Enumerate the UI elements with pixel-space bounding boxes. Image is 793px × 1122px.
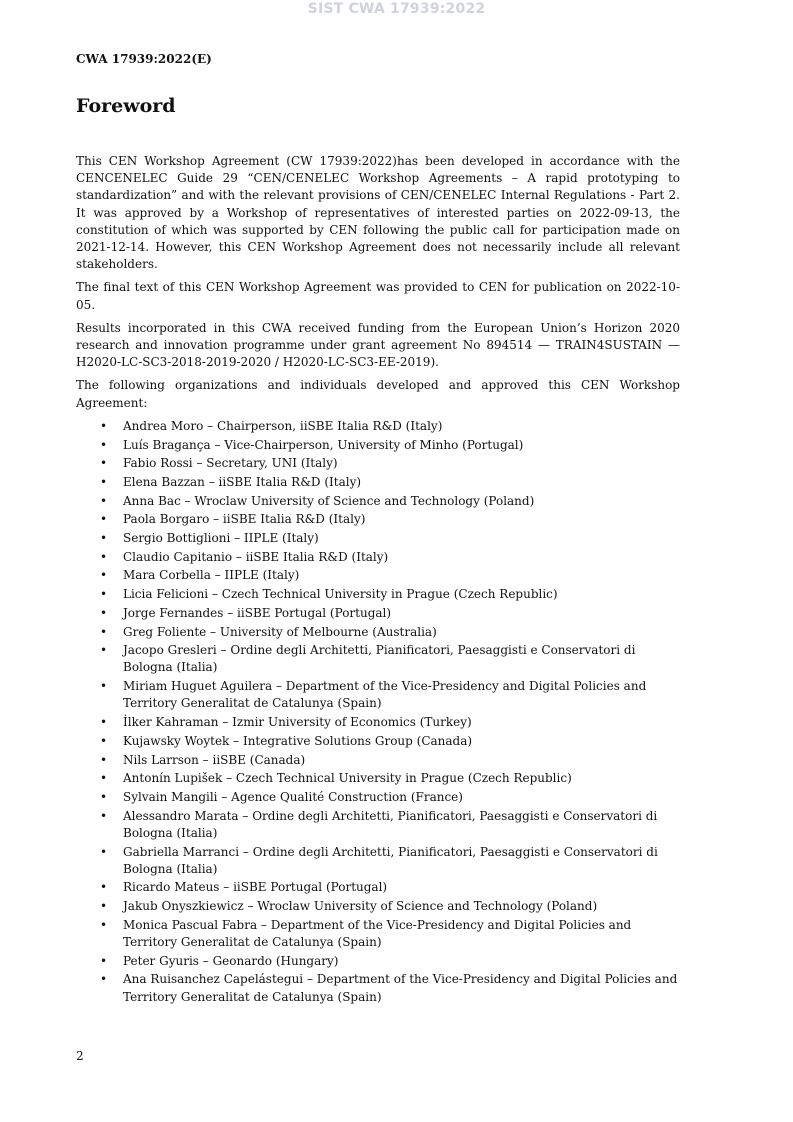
list-item bbox=[76, 493, 680, 510]
bullet-icon: • bbox=[100, 437, 108, 452]
member-text: Greg Foliente – University of Melbourne (Australia) bbox=[123, 624, 437, 639]
bullet-icon: • bbox=[100, 493, 108, 508]
bullet-icon: • bbox=[100, 624, 108, 639]
member-text: Anna Bac – Wroclaw University of Science and Technology (Poland) bbox=[123, 493, 535, 508]
member-text: Sylvain Mangili – Agence Qualité Construction (France) bbox=[123, 789, 463, 804]
list-item bbox=[76, 770, 680, 787]
list-item bbox=[76, 898, 680, 915]
bullet-icon: • bbox=[100, 844, 108, 859]
list-item bbox=[76, 844, 680, 878]
bullet-icon: • bbox=[100, 880, 108, 895]
member-text: Miriam Huguet Aguilera – Department of the Vice-Presidency and Digital Policies and Territory Generalitat de Catalunya (Spain) bbox=[123, 679, 647, 711]
member-text: Luís Bragança – Vice-Chairperson, University of Minho (Portugal) bbox=[123, 437, 524, 452]
list-item bbox=[76, 953, 680, 970]
paragraph-intro: This CEN Workshop Agreement (CW 17939:2022)has been developed in accordance with the CENCENELEC Guide 29 “CEN/CENELEC Workshop Agreements – A rapid prototyping to standardization” and with the relevant provisions of CEN/CENELEC Internal Regulations - Part 2. It was approved by a Workshop of representatives of interested parties on 2022-09-13, the constitution of which was supported by CEN following the public call for participation made on 2021-12-14. However, this CEN Workshop Agreement does not necessarily include all relevant stakeholders. bbox=[76, 154, 680, 272]
bullet-icon: • bbox=[100, 512, 108, 527]
list-item bbox=[76, 808, 680, 842]
list-item bbox=[76, 971, 680, 1005]
member-text: Peter Gyuris – Geonardo (Hungary) bbox=[123, 953, 339, 968]
paragraph-publication: The final text of this CEN Workshop Agreement was provided to CEN for publication on 2022-10-05. bbox=[76, 280, 680, 312]
list-item bbox=[76, 530, 680, 547]
list-item bbox=[76, 418, 680, 435]
member-text: Alessandro Marata – Ordine degli Architetti, Pianificatori, Paesaggisti e Conservatori di Bologna (Italia) bbox=[123, 808, 658, 840]
bullet-icon: • bbox=[100, 972, 108, 987]
member-text: Claudio Capitanio – iiSBE Italia R&D (Italy) bbox=[123, 549, 389, 564]
list-item bbox=[76, 879, 680, 896]
bullet-icon: • bbox=[100, 549, 108, 564]
member-text: Monica Pascual Fabra – Department of the Vice-Presidency and Digital Policies and Territory Generalitat de Catalunya (Spain) bbox=[123, 917, 632, 950]
member-text: Jorge Fernandes – iiSBE Portugal (Portugal) bbox=[123, 605, 392, 620]
list-item bbox=[76, 714, 680, 731]
bullet-icon: • bbox=[100, 771, 108, 786]
member-text: Antonín Lupišek – Czech Technical University in Prague (Czech Republic) bbox=[123, 771, 572, 786]
list-item bbox=[76, 642, 680, 676]
bullet-icon: • bbox=[100, 953, 108, 968]
bullet-icon: • bbox=[100, 679, 108, 694]
member-text: Nils Larrson – iiSBE (Canada) bbox=[123, 752, 306, 767]
paragraph-organizations: The following organizations and individuals developed and approved this CEN Workshop Agreement: bbox=[76, 378, 680, 410]
bullet-icon: • bbox=[100, 605, 108, 620]
watermark: SIST CWA 17939:2022 bbox=[307, 1, 486, 17]
member-text: Andrea Moro – Chairperson, iiSBE Italia R&D (Italy) bbox=[123, 418, 443, 433]
bullet-icon: • bbox=[100, 418, 108, 433]
member-text: Gabriella Marranci – Ordine degli Architetti, Pianificatori, Paesaggisti e Conservatori di Bologna (Italia) bbox=[123, 844, 658, 876]
page-title: Foreword bbox=[76, 95, 176, 117]
list-item bbox=[76, 789, 680, 806]
list-item bbox=[76, 733, 680, 750]
list-item bbox=[76, 437, 680, 454]
bullet-icon: • bbox=[100, 789, 108, 804]
bullet-icon: • bbox=[100, 587, 108, 602]
page-number: 2 bbox=[76, 1049, 84, 1063]
bullet-icon: • bbox=[100, 752, 108, 767]
member-text: Fabio Rossi – Secretary, UNI (Italy) bbox=[123, 456, 338, 471]
member-text: Paola Borgaro – iiSBE Italia R&D (Italy) bbox=[123, 512, 366, 527]
member-text: Mara Corbella – IIPLE (Italy) bbox=[123, 568, 300, 583]
member-text: Licia Felicioni – Czech Technical University in Prague (Czech Republic) bbox=[123, 587, 558, 602]
bullet-icon: • bbox=[100, 474, 108, 489]
member-text: Jakub Onyszkiewicz – Wroclaw University of Science and Technology (Poland) bbox=[123, 899, 598, 914]
list-item bbox=[76, 511, 680, 528]
bullet-icon: • bbox=[100, 808, 108, 823]
list-item bbox=[76, 474, 680, 491]
list-item bbox=[76, 605, 680, 622]
bullet-icon: • bbox=[100, 917, 108, 932]
member-text: Sergio Bottiglioni – IIPLE (Italy) bbox=[123, 531, 319, 546]
list-item bbox=[76, 567, 680, 584]
member-text: Jacopo Gresleri – Ordine degli Architetti, Pianificatori, Paesaggisti e Conservatori di Bologna (Italia) bbox=[123, 643, 636, 675]
bullet-icon: • bbox=[100, 733, 108, 748]
list-item bbox=[76, 549, 680, 566]
bullet-icon: • bbox=[100, 568, 108, 583]
bullet-icon: • bbox=[100, 899, 108, 914]
bullet-icon: • bbox=[100, 715, 108, 730]
bullet-icon: • bbox=[100, 531, 108, 546]
member-text: Elena Bazzan – iiSBE Italia R&D (Italy) bbox=[123, 474, 362, 489]
bullet-icon: • bbox=[100, 456, 108, 471]
member-text: Kujawsky Woytek – Integrative Solutions Group (Canada) bbox=[123, 733, 473, 748]
paragraph-funding: Results incorporated in this CWA received funding from the European Union’s Horizon 2020 research and innovation programme under grant agreement No 894514 — TRAIN4SUSTAIN — H2020-LC-SC3-2018-2019-2020 / H2020-LC-SC3-EE-2019). bbox=[76, 320, 680, 370]
member-text: Ricardo Mateus – iiSBE Portugal (Portugal) bbox=[123, 880, 388, 895]
members-list bbox=[76, 418, 680, 1006]
document-body bbox=[76, 153, 680, 1007]
document-id: CWA 17939:2022(E) bbox=[76, 52, 212, 66]
member-text: İlker Kahraman – Izmir University of Economics (Turkey) bbox=[123, 715, 472, 730]
list-item bbox=[76, 455, 680, 472]
list-item bbox=[76, 752, 680, 769]
member-text: Ana Ruisanchez Capelástegui – Department of the Vice-Presidency and Digital Policies and Territory Generalitat de Catalunya (Spain) bbox=[123, 972, 678, 1004]
list-item bbox=[76, 624, 680, 641]
list-item bbox=[76, 917, 680, 951]
list-item bbox=[76, 586, 680, 603]
list-item bbox=[76, 678, 680, 712]
bullet-icon: • bbox=[100, 643, 108, 658]
